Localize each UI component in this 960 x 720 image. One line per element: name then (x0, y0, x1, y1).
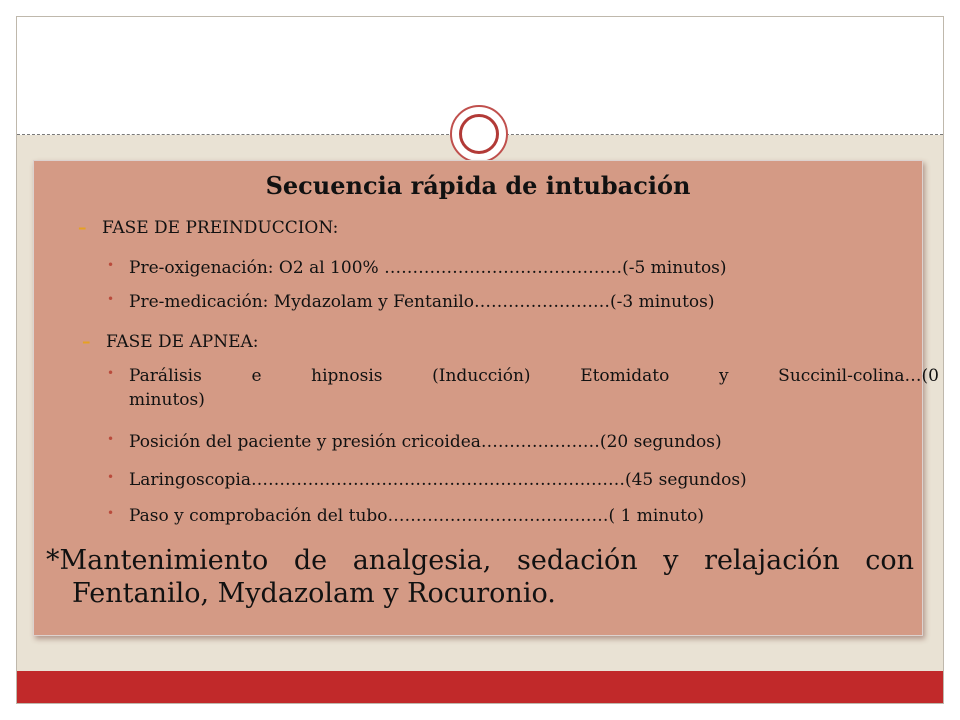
bullet-icon: • (107, 258, 115, 272)
list-item (107, 432, 722, 452)
decorative-circle-inner (459, 114, 499, 154)
list-item (107, 366, 939, 410)
bullet-icon: • (107, 366, 115, 380)
dash-bullet-icon: – (78, 218, 87, 238)
bullet-icon: • (107, 506, 115, 520)
phase-apnea (82, 332, 259, 352)
dash-bullet-icon: – (82, 332, 91, 352)
list-item-text: Pre-medicación: Mydazolam y Fentanilo……………………(-3 minutos) (129, 292, 715, 312)
phase-preinduction-label: FASE DE PREINDUCCION: (102, 218, 339, 238)
list-item-text: Laringoscopia…………………………………………………………(45 segundos) (129, 470, 747, 490)
maintenance-note-line2: Fentanilo, Mydazolam y Rocuronio. (72, 578, 556, 609)
list-item-text: Pre-oxigenación: O2 al 100% ……………………………………(-5 minutos) (129, 258, 727, 278)
phase-apnea-label: FASE DE APNEA: (106, 332, 259, 352)
list-item-text-continuation: minutos) (129, 390, 205, 410)
bullet-icon: • (107, 292, 115, 306)
content-box (33, 160, 939, 636)
bullet-icon: • (107, 432, 115, 446)
list-item-text: Paso y comprobación del tubo…………………………………( 1 minuto) (129, 506, 704, 526)
phase-preinduction (78, 218, 339, 238)
list-item-text: Posición del paciente y presión cricoidea…………………(20 segundos) (129, 432, 722, 452)
list-item (107, 292, 715, 312)
maintenance-note-line1: *Mantenimiento de analgesia, sedación y relajación con (46, 545, 914, 576)
list-item (107, 470, 747, 490)
decorative-circle-icon (450, 105, 508, 163)
maintenance-note (46, 545, 914, 609)
list-item-text: Parálisis e hipnosis (Inducción) Etomidato y Succinil-colina…(0 (129, 366, 939, 386)
bullet-icon: • (107, 470, 115, 484)
slide-title: Secuencia rápida de intubación (265, 171, 691, 200)
list-item (107, 506, 704, 526)
list-item (107, 258, 727, 278)
bottom-accent-bar (17, 671, 943, 703)
